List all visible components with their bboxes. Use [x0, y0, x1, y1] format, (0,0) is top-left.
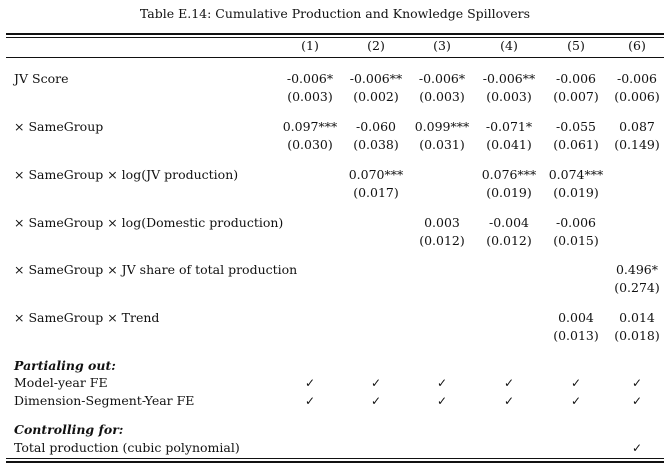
se-r4-c4: (0.012) — [486, 233, 532, 248]
column-header-5: (5) — [567, 38, 585, 53]
checkmark-icon: ✓ — [503, 376, 515, 390]
checkmark-icon: ✓ — [370, 376, 382, 390]
section-2-row-label-1: Total production (cubic polynomial) — [14, 440, 240, 455]
bottom-rule-thin — [6, 458, 664, 459]
coef-r4-c3: 0.003 — [424, 215, 460, 230]
coef-r2-c4: -0.071* — [485, 119, 533, 134]
coef-r2-c3: 0.099*** — [414, 119, 470, 134]
se-r4-c3: (0.012) — [419, 233, 465, 248]
checkmark-icon: ✓ — [304, 376, 316, 390]
se-r1-c4: (0.003) — [486, 89, 532, 104]
row-label-5: × SameGroup × JV share of total production — [14, 262, 298, 277]
row-label-4: × SameGroup × log(Domestic production) — [14, 215, 284, 230]
section-title-1: Partialing out: — [14, 358, 116, 373]
checkmark-icon: ✓ — [503, 394, 515, 408]
coef-r4-c5: -0.006 — [555, 215, 597, 230]
coef-r1-c5: -0.006 — [555, 71, 597, 86]
se-r2-c1: (0.030) — [287, 137, 333, 152]
se-r6-c5: (0.013) — [553, 328, 599, 343]
top-rule-thick — [6, 33, 664, 35]
column-header-2: (2) — [367, 38, 385, 53]
checkmark-icon: ✓ — [631, 376, 643, 390]
section-1-row-label-2: Dimension-Segment-Year FE — [14, 393, 195, 408]
checkmark-icon: ✓ — [370, 394, 382, 408]
top-rule-thin — [6, 37, 664, 38]
checkmark-icon: ✓ — [436, 376, 448, 390]
coef-r3-c4: 0.076*** — [481, 167, 537, 182]
table-caption: Table E.14: Cumulative Production and Knowledge Spillovers — [139, 6, 531, 21]
row-label-6: × SameGroup × Trend — [14, 310, 160, 325]
se-r1-c5: (0.007) — [553, 89, 599, 104]
coef-r6-c5: 0.004 — [558, 310, 594, 325]
checkmark-icon: ✓ — [304, 394, 316, 408]
row-label-2: × SameGroup — [14, 119, 104, 134]
se-r6-c6: (0.018) — [614, 328, 660, 343]
checkmark-icon: ✓ — [570, 394, 582, 408]
header-rule — [6, 57, 664, 58]
coef-r2-c1: 0.097*** — [282, 119, 338, 134]
coef-r4-c4: -0.004 — [488, 215, 530, 230]
column-header-3: (3) — [433, 38, 451, 53]
row-label-1: JV Score — [14, 71, 69, 86]
se-r3-c2: (0.017) — [353, 185, 399, 200]
coef-r1-c1: -0.006* — [286, 71, 334, 86]
se-r3-c5: (0.019) — [553, 185, 599, 200]
row-label-3: × SameGroup × log(JV production) — [14, 167, 239, 182]
section-1-row-label-1: Model-year FE — [14, 375, 108, 390]
coef-r1-c6: -0.006 — [616, 71, 658, 86]
se-r2-c6: (0.149) — [614, 137, 660, 152]
se-r2-c4: (0.041) — [486, 137, 532, 152]
coef-r2-c6: 0.087 — [619, 119, 655, 134]
coef-r1-c3: -0.006* — [418, 71, 466, 86]
se-r3-c4: (0.019) — [486, 185, 532, 200]
coef-r2-c2: -0.060 — [355, 119, 397, 134]
coef-r2-c5: -0.055 — [555, 119, 597, 134]
section-title-2: Controlling for: — [14, 422, 124, 437]
se-r1-c6: (0.006) — [614, 89, 660, 104]
se-r2-c3: (0.031) — [419, 137, 465, 152]
coef-r5-c6: 0.496* — [615, 262, 659, 277]
column-header-6: (6) — [628, 38, 646, 53]
coef-r3-c2: 0.070*** — [348, 167, 404, 182]
coef-r6-c6: 0.014 — [619, 310, 655, 325]
se-r1-c1: (0.003) — [287, 89, 333, 104]
coef-r1-c2: -0.006** — [349, 71, 403, 86]
checkmark-icon: ✓ — [436, 394, 448, 408]
checkmark-icon: ✓ — [570, 376, 582, 390]
checkmark-icon: ✓ — [631, 394, 643, 408]
column-header-1: (1) — [301, 38, 319, 53]
se-r2-c5: (0.061) — [553, 137, 599, 152]
se-r2-c2: (0.038) — [353, 137, 399, 152]
se-r4-c5: (0.015) — [553, 233, 599, 248]
se-r1-c3: (0.003) — [419, 89, 465, 104]
checkmark-icon: ✓ — [631, 441, 643, 455]
bottom-rule-thick — [6, 461, 664, 463]
column-header-4: (4) — [500, 38, 518, 53]
se-r5-c6: (0.274) — [614, 280, 660, 295]
se-r1-c2: (0.002) — [353, 89, 399, 104]
coef-r3-c5: 0.074*** — [548, 167, 604, 182]
coef-r1-c4: -0.006** — [482, 71, 536, 86]
